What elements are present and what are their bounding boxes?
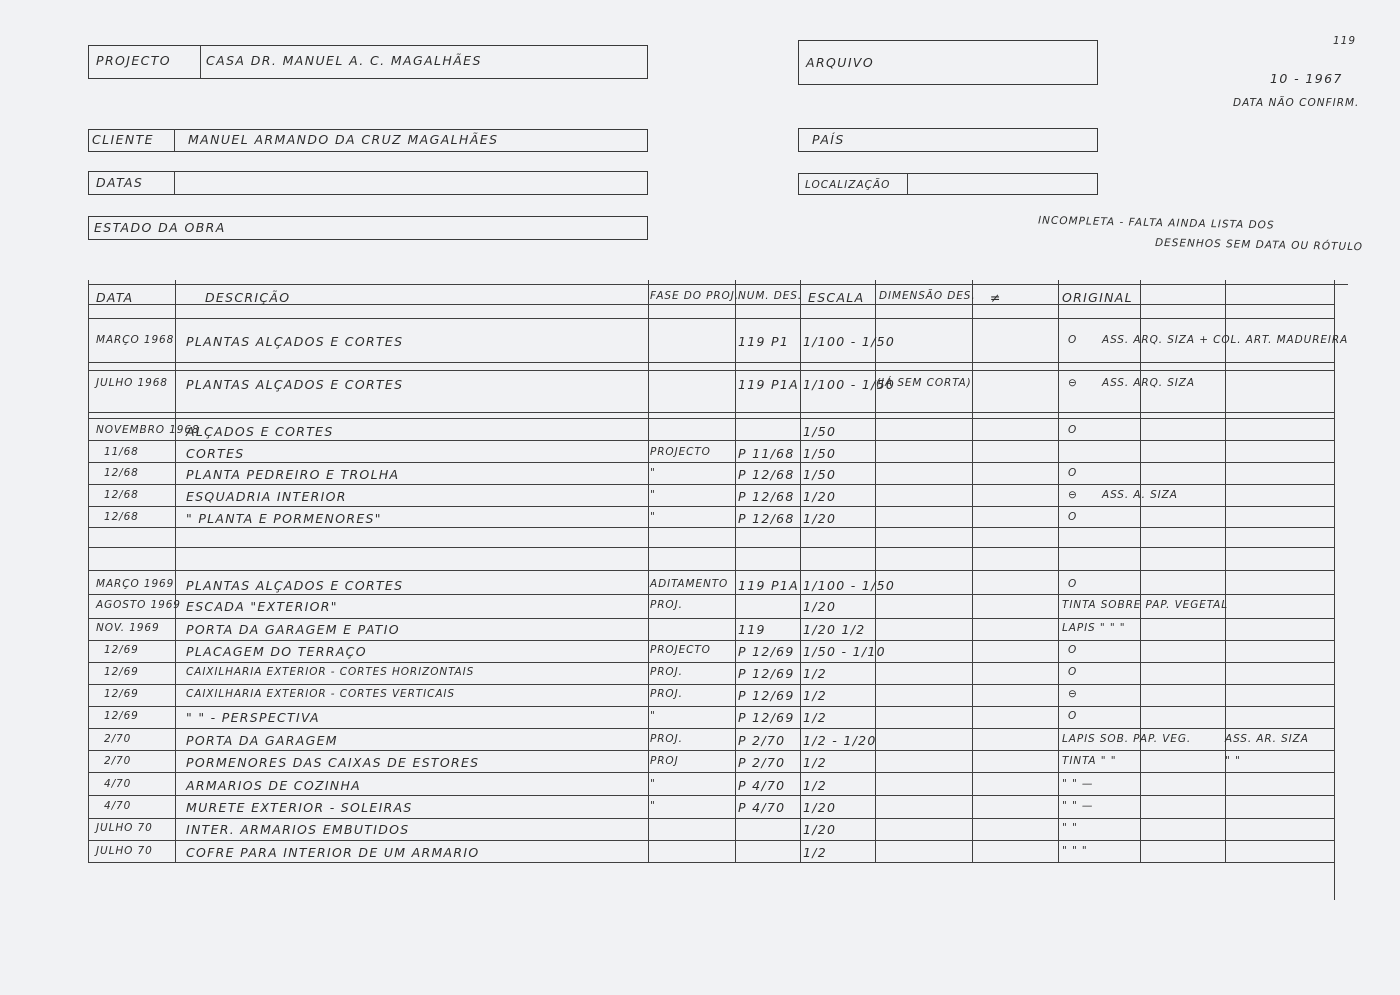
table-row-line xyxy=(88,618,1334,619)
table-row-line xyxy=(88,506,1334,507)
table-column-line xyxy=(648,280,649,862)
row-orig-cell: TINTA SOBRE PAP. VEGETAL xyxy=(1062,599,1228,611)
row-orig-cell: O xyxy=(1068,578,1078,590)
row-obs-cell: ASS. AR. SIZA xyxy=(1225,733,1309,745)
row-desc-cell: CORTES xyxy=(186,446,245,461)
column-header: ESCALA xyxy=(808,290,865,305)
column-header: DATA xyxy=(96,290,134,305)
row-data-cell: 4/70 xyxy=(104,778,132,790)
row-num-cell: P 12/69 xyxy=(738,688,795,703)
row-data-cell: JULHO 70 xyxy=(96,822,153,834)
table-row-line xyxy=(88,412,1334,413)
row-escala-cell: 1/20 xyxy=(803,800,837,815)
row-desc-cell: PLANTAS ALÇADOS E CORTES xyxy=(186,578,404,593)
table-row-line xyxy=(88,840,1334,841)
row-escala-cell: 1/100 - 1/50 xyxy=(803,578,896,593)
row-escala-cell: 1/2 - 1/20 xyxy=(803,733,877,748)
row-num-cell: P 12/68 xyxy=(738,489,795,504)
table-row-line xyxy=(88,547,1334,548)
row-desc-cell: PLANTA PEDREIRO E TROLHA xyxy=(186,467,400,482)
row-fase-cell: PROJ xyxy=(650,755,679,767)
row-num-cell: 119 P1A xyxy=(738,578,799,593)
row-desc-cell: MURETE EXTERIOR - SOLEIRAS xyxy=(186,800,413,815)
row-num-cell: P 2/70 xyxy=(738,755,786,770)
row-orig-cell: O xyxy=(1068,511,1078,523)
row-data-cell: JULHO 1968 xyxy=(96,377,168,389)
row-desc-cell: PLACAGEM DO TERRAÇO xyxy=(186,644,367,659)
row-fase-cell: " xyxy=(650,489,656,501)
row-data-cell: 12/69 xyxy=(104,688,139,700)
row-data-cell: 12/69 xyxy=(104,666,139,678)
row-escala-cell: 1/2 xyxy=(803,755,828,770)
row-desc-cell: ESCADA "EXTERIOR" xyxy=(186,599,338,614)
row-escala-cell: 1/20 xyxy=(803,489,837,504)
row-orig-cell: O xyxy=(1068,666,1078,678)
row-obs-cell: ASS. A. SIZA xyxy=(1102,489,1178,501)
row-fase-cell: PROJ. xyxy=(650,688,683,700)
table-row-line xyxy=(88,772,1334,773)
table-row-line xyxy=(88,440,1334,441)
page-number: 119 xyxy=(1333,35,1357,47)
row-num-cell: P 12/68 xyxy=(738,467,795,482)
row-desc-cell: PORTA DA GARAGEM E PATIO xyxy=(186,622,400,637)
row-num-cell: 119 P1A xyxy=(738,377,799,392)
row-num-cell: P 12/69 xyxy=(738,666,795,681)
localizacao-label: LOCALIZAÇÃO xyxy=(805,179,891,191)
row-escala-cell: 1/100 - 1/50 xyxy=(803,377,896,392)
table-column-line xyxy=(800,280,801,862)
row-num-cell: P 12/68 xyxy=(738,511,795,526)
table-column-line xyxy=(875,280,876,862)
row-desc-cell: CAIXILHARIA EXTERIOR - CORTES HORIZONTAIS xyxy=(186,666,475,678)
table-row-line xyxy=(88,527,1334,528)
row-fase-cell: PROJ. xyxy=(650,666,683,678)
table-row-line xyxy=(88,818,1334,819)
table-row-line xyxy=(88,594,1334,595)
row-orig-cell: O xyxy=(1068,424,1078,436)
projecto-divider xyxy=(200,45,201,78)
row-orig-cell: O xyxy=(1068,334,1078,346)
column-header: NUM. DES. xyxy=(738,290,803,302)
row-desc-cell: PLANTAS ALÇADOS E CORTES xyxy=(186,377,404,392)
row-data-cell: 2/70 xyxy=(104,733,132,745)
table-column-line xyxy=(88,280,89,862)
row-escala-cell: 1/2 xyxy=(803,666,828,681)
row-orig-cell: O xyxy=(1068,467,1078,479)
row-desc-cell: " PLANTA E PORMENORES" xyxy=(186,511,382,526)
table-column-line xyxy=(972,280,973,862)
row-fase-cell: PROJECTO xyxy=(650,446,711,458)
table-column-line xyxy=(1140,280,1141,862)
table-column-line xyxy=(175,280,176,862)
row-escala-cell: 1/2 xyxy=(803,710,828,725)
row-orig-cell: " " xyxy=(1062,822,1078,834)
pais-label: PAÍS xyxy=(812,132,845,147)
column-header: ORIGINAL xyxy=(1062,290,1133,305)
row-escala-cell: 1/100 - 1/50 xyxy=(803,334,896,349)
column-header: DESCRIÇÃO xyxy=(205,290,291,305)
row-data-cell: 12/69 xyxy=(104,710,139,722)
table-row-line xyxy=(88,362,1334,363)
row-fase-cell: PROJ. xyxy=(650,733,683,745)
row-escala-cell: 1/50 - 1/10 xyxy=(803,644,886,659)
table-row-line xyxy=(88,706,1334,707)
estado-label: ESTADO DA OBRA xyxy=(94,220,226,235)
projecto-value: CASA DR. MANUEL A. C. MAGALHÃES xyxy=(206,53,482,68)
row-desc-cell: " " - PERSPECTIVA xyxy=(186,710,320,725)
table-row-line xyxy=(88,418,1334,419)
row-num-cell: 119 xyxy=(738,622,766,637)
row-desc-cell: ESQUADRIA INTERIOR xyxy=(186,489,347,504)
row-desc-cell: INTER. ARMARIOS EMBUTIDOS xyxy=(186,822,410,837)
row-escala-cell: 1/2 xyxy=(803,688,828,703)
date-note: 10 - 1967 xyxy=(1270,71,1343,86)
row-escala-cell: 1/50 xyxy=(803,467,837,482)
table-row-line xyxy=(88,318,1334,319)
row-desc-cell: PORTA DA GARAGEM xyxy=(186,733,338,748)
cliente-label: CLIENTE xyxy=(92,132,154,147)
table-row-line xyxy=(88,370,1334,371)
row-orig-cell: ⊖ xyxy=(1068,489,1078,501)
row-escala-cell: 1/2 xyxy=(803,778,828,793)
row-escala-cell: 1/2 xyxy=(803,845,828,860)
row-num-cell: P 2/70 xyxy=(738,733,786,748)
row-num-cell: P 4/70 xyxy=(738,800,786,815)
row-data-cell: 2/70 xyxy=(104,755,132,767)
row-desc-cell: CAIXILHARIA EXTERIOR - CORTES VERTICAIS xyxy=(186,688,455,700)
row-orig-cell: " " " xyxy=(1062,845,1088,857)
projecto-label: PROJECTO xyxy=(96,53,172,68)
column-header: FASE DO PROJ. xyxy=(650,290,739,302)
row-orig-cell: O xyxy=(1068,644,1078,656)
row-data-cell: 12/68 xyxy=(104,467,139,479)
row-data-cell: 12/68 xyxy=(104,489,139,501)
cliente-value: MANUEL ARMANDO DA CRUZ MAGALHÃES xyxy=(188,132,499,147)
incomplete-note-line-2: DESENHOS SEM DATA OU RÓTULO xyxy=(1154,236,1364,254)
table-row-line xyxy=(88,484,1334,485)
row-desc-cell: PORMENORES DAS CAIXAS DE ESTORES xyxy=(186,755,480,770)
cliente-divider xyxy=(174,129,175,151)
row-fase-cell: " xyxy=(650,710,656,722)
row-obs-cell: ASS. ARQ. SIZA + COL. ART. MADUREIRA xyxy=(1102,334,1349,346)
column-header: ≠ xyxy=(990,290,1002,305)
table-row-line xyxy=(88,684,1334,685)
table-row-line xyxy=(88,728,1334,729)
row-data-cell: JULHO 70 xyxy=(96,845,153,857)
row-desc-cell: ALÇADOS E CORTES xyxy=(186,424,334,439)
row-escala-cell: 1/20 xyxy=(803,599,837,614)
table-column-line xyxy=(1058,280,1059,862)
row-orig-cell: " " — xyxy=(1062,800,1094,812)
row-desc-cell: ARMARIOS DE COZINHA xyxy=(186,778,362,793)
row-data-cell: NOVEMBRO 1968 xyxy=(96,424,200,436)
row-fase-cell: PROJ. xyxy=(650,599,683,611)
row-obs-cell: ASS. ARQ. SIZA xyxy=(1102,377,1195,389)
row-fase-cell: " xyxy=(650,800,656,812)
row-fase-cell: ADITAMENTO xyxy=(650,578,729,590)
row-data-cell: AGOSTO 1969 xyxy=(96,599,181,611)
row-data-cell: MARÇO 1968 xyxy=(96,334,175,346)
row-escala-cell: 1/20 1/2 xyxy=(803,622,866,637)
row-num-cell: P 4/70 xyxy=(738,778,786,793)
row-fase-cell: PROJECTO xyxy=(650,644,711,656)
row-fase-cell: " xyxy=(650,511,656,523)
table-row-line xyxy=(88,570,1334,571)
row-num-cell: P 11/68 xyxy=(738,446,795,461)
row-orig-cell: LAPIS " " " xyxy=(1062,622,1126,634)
row-num-cell: 119 P1 xyxy=(738,334,790,349)
table-row-line xyxy=(88,640,1334,641)
incomplete-note-line-1: INCOMPLETA - FALTA AINDA LISTA DOS xyxy=(1037,214,1275,232)
row-num-cell: P 12/69 xyxy=(738,710,795,725)
row-data-cell: 11/68 xyxy=(104,446,139,458)
datas-label: DATAS xyxy=(96,175,144,190)
localizacao-divider xyxy=(907,173,908,194)
table-row-line xyxy=(88,662,1334,663)
table-row-line xyxy=(88,750,1334,751)
table-top-line xyxy=(88,284,1348,285)
row-num-cell: P 12/69 xyxy=(738,644,795,659)
date-note-unconfirmed: DATA NÃO CONFIRM. xyxy=(1233,97,1360,109)
row-orig-cell: LAPIS SOB. PAP. VEG. xyxy=(1062,733,1192,745)
datas-divider xyxy=(174,171,175,194)
row-escala-cell: 1/50 xyxy=(803,446,837,461)
table-column-line xyxy=(735,280,736,862)
row-data-cell: 4/70 xyxy=(104,800,132,812)
row-data-cell: 12/69 xyxy=(104,644,139,656)
row-escala-cell: 1/20 xyxy=(803,822,837,837)
row-escala-cell: 1/50 xyxy=(803,424,837,439)
row-obs-cell: " " xyxy=(1225,755,1241,767)
row-desc-cell: COFRE PARA INTERIOR DE UM ARMARIO xyxy=(186,845,480,860)
arquivo-label: ARQUIVO xyxy=(806,55,875,70)
row-fase-cell: " xyxy=(650,778,656,790)
row-data-cell: NOV. 1969 xyxy=(96,622,160,634)
column-header: DIMENSÃO DES. xyxy=(879,290,976,302)
row-data-cell: 12/68 xyxy=(104,511,139,523)
row-orig-cell: O xyxy=(1068,710,1078,722)
row-orig-cell: TINTA " " xyxy=(1062,755,1117,767)
row-data-cell: MARÇO 1969 xyxy=(96,578,175,590)
table-column-line xyxy=(1225,280,1226,862)
table-row-line xyxy=(88,862,1334,863)
datas-box xyxy=(88,171,648,195)
row-fase-cell: " xyxy=(650,467,656,479)
table-row-line xyxy=(88,462,1334,463)
row-orig-cell: ⊖ xyxy=(1068,377,1078,389)
row-dim-cell: (JÁ SEM CORTA) xyxy=(876,377,972,389)
table-row-line xyxy=(88,795,1334,796)
row-escala-cell: 1/20 xyxy=(803,511,837,526)
table-column-line xyxy=(1334,280,1335,900)
row-orig-cell: ⊖ xyxy=(1068,688,1078,700)
row-orig-cell: " " — xyxy=(1062,778,1094,790)
row-desc-cell: PLANTAS ALÇADOS E CORTES xyxy=(186,334,404,349)
